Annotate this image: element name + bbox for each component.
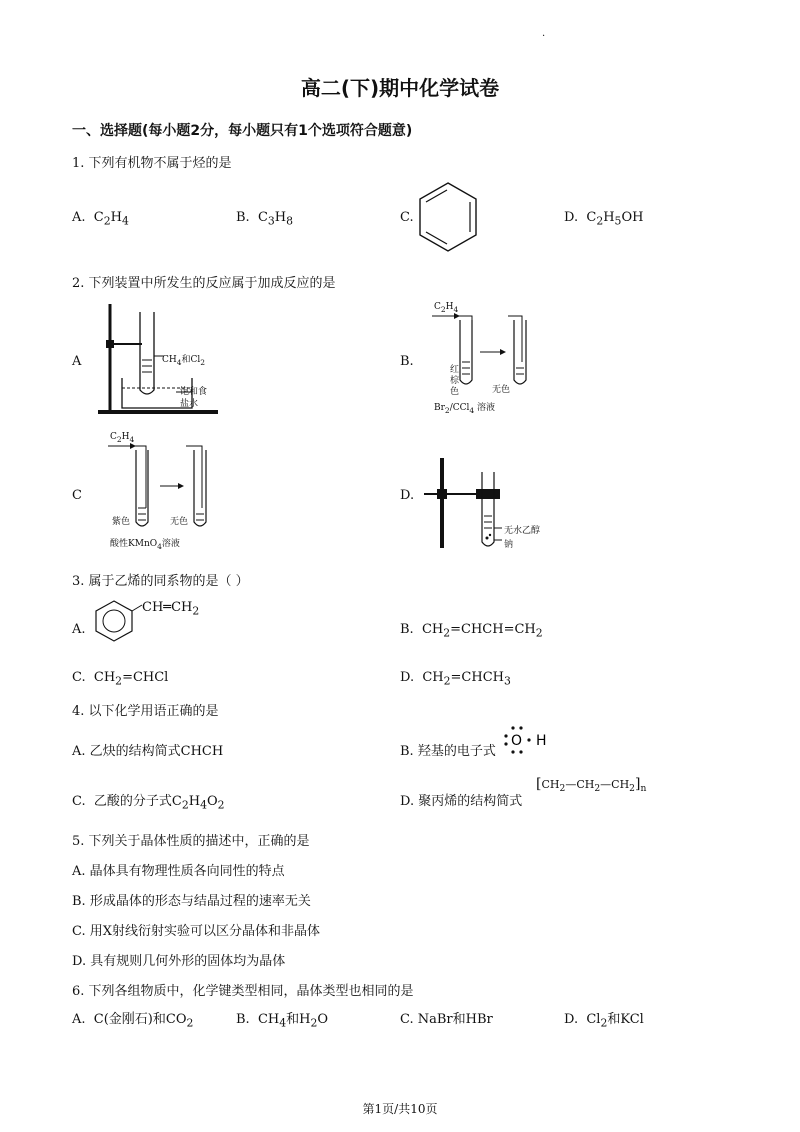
apparatus-b-label-brown: 棕 bbox=[450, 376, 460, 386]
apparatus-d-label-sodium: 钠 bbox=[504, 540, 514, 550]
apparatus-b-label-solution: $Br_2/CCl_4$ 溶液 bbox=[434, 403, 496, 415]
q1-option-b: B. $C_3H_8$ bbox=[236, 210, 294, 228]
hydroxyl-electron-dot-icon bbox=[502, 724, 558, 756]
question-6-stem: 6. 下列各组物质中，化学键类型相同，晶体类型也相同的是 bbox=[72, 984, 414, 999]
apparatus-b-label-colorless: 无色 bbox=[492, 385, 511, 395]
q4-option-c: C. 乙酸的分子式$C_2H_4O_2$ bbox=[72, 794, 225, 812]
hydroxyl-o: O bbox=[511, 733, 523, 749]
question-1-stem: 1. 下列有机物不属于烃的是 bbox=[72, 156, 232, 171]
question-5-stem: 5. 下列关于晶体性质的描述中，正确的是 bbox=[72, 834, 310, 849]
q1-option-a: A. $C_2H_4$ bbox=[72, 210, 129, 228]
q2-label-a: A bbox=[72, 354, 82, 369]
hydroxyl-h: H bbox=[536, 733, 547, 749]
apparatus-d-label-ethanol: 无水乙醇 bbox=[504, 526, 541, 536]
q6-option-d: D. $Cl_2$和KCl bbox=[564, 1012, 644, 1030]
q3-option-d: D. $CH_2=CHCH_3$ bbox=[400, 670, 511, 688]
q4-option-a: A. 乙炔的结构简式CHCH bbox=[72, 744, 224, 759]
q2-label-d: D. bbox=[400, 488, 415, 503]
apparatus-b-label-color: 色 bbox=[450, 387, 460, 397]
apparatus-b-label-red: 红 bbox=[450, 365, 460, 375]
page-title: 高二(下)期中化学试卷 bbox=[300, 76, 500, 100]
q4-option-b: B. 羟基的电子式 bbox=[400, 744, 496, 759]
polypropylene-formula: $[CH_2—CH_2—CH_2]_n$ bbox=[536, 776, 647, 795]
apparatus-c-label-colorless: 无色 bbox=[170, 517, 189, 527]
apparatus-a-label-solution2: 盐水 bbox=[180, 399, 199, 409]
q3-option-a: A. bbox=[72, 622, 86, 637]
apparatus-b-label-gas: $C_2H_4$ bbox=[434, 302, 459, 314]
question-3-stem: 3. 属于乙烯的同系物的是（ ） bbox=[72, 574, 249, 589]
apparatus-a-label-solution1: 饱和食 bbox=[180, 387, 208, 397]
question-2-stem: 2. 下列装置中所发生的反应属于加成反应的是 bbox=[72, 276, 336, 291]
q3-option-c: C. $CH_2=CHCl$ bbox=[72, 670, 169, 688]
q1-option-c: C. bbox=[400, 210, 414, 225]
question-4-stem: 4. 以下化学用语正确的是 bbox=[72, 704, 219, 719]
q5-option-a: A. 晶体具有物理性质各向同性的特点 bbox=[72, 864, 285, 879]
benzene-ring-icon bbox=[416, 180, 480, 254]
apparatus-c-label-solution: 酸性KMnO$_4$溶液 bbox=[110, 539, 180, 551]
q5-option-b: B. 形成晶体的形态与结晶过程的速率无关 bbox=[72, 894, 311, 909]
q6-option-c: C. NaBr和HBr bbox=[400, 1012, 493, 1027]
q5-option-d: D. 具有规则几何外形的固体均为晶体 bbox=[72, 954, 286, 969]
apparatus-b-diagram bbox=[430, 312, 540, 402]
q4-option-d: D. 聚丙烯的结构简式 bbox=[400, 794, 523, 809]
q6-option-a: A. C(金刚石)和$CO_2$ bbox=[72, 1012, 194, 1030]
q6-option-b: B. $CH_4$和$H_2O$ bbox=[236, 1012, 329, 1030]
apparatus-c-label-purple: 紫色 bbox=[112, 517, 131, 527]
header-dot: . bbox=[542, 28, 546, 39]
apparatus-d-diagram bbox=[424, 456, 508, 552]
q3-option-b: B. $CH_2=CHCH=CH_2$ bbox=[400, 622, 543, 640]
q2-label-b: B. bbox=[400, 354, 414, 369]
apparatus-c-label-gas: $C_2H_4$ bbox=[110, 432, 135, 444]
q3-option-a-formula: $CH═CH_2$ bbox=[142, 600, 200, 618]
page-number: 第1页/共10页 bbox=[362, 1102, 438, 1116]
q5-option-c: C. 用X射线衍射实验可以区分晶体和非晶体 bbox=[72, 924, 321, 939]
q2-label-c: C bbox=[72, 488, 82, 503]
apparatus-a-label-gas: $CH_4$和$Cl_2$ bbox=[162, 355, 206, 367]
q1-option-d: D. $C_2H_5OH$ bbox=[564, 210, 644, 228]
section-heading: 一、选择题(每小题2分，每小题只有1个选项符合题意) bbox=[72, 123, 413, 139]
